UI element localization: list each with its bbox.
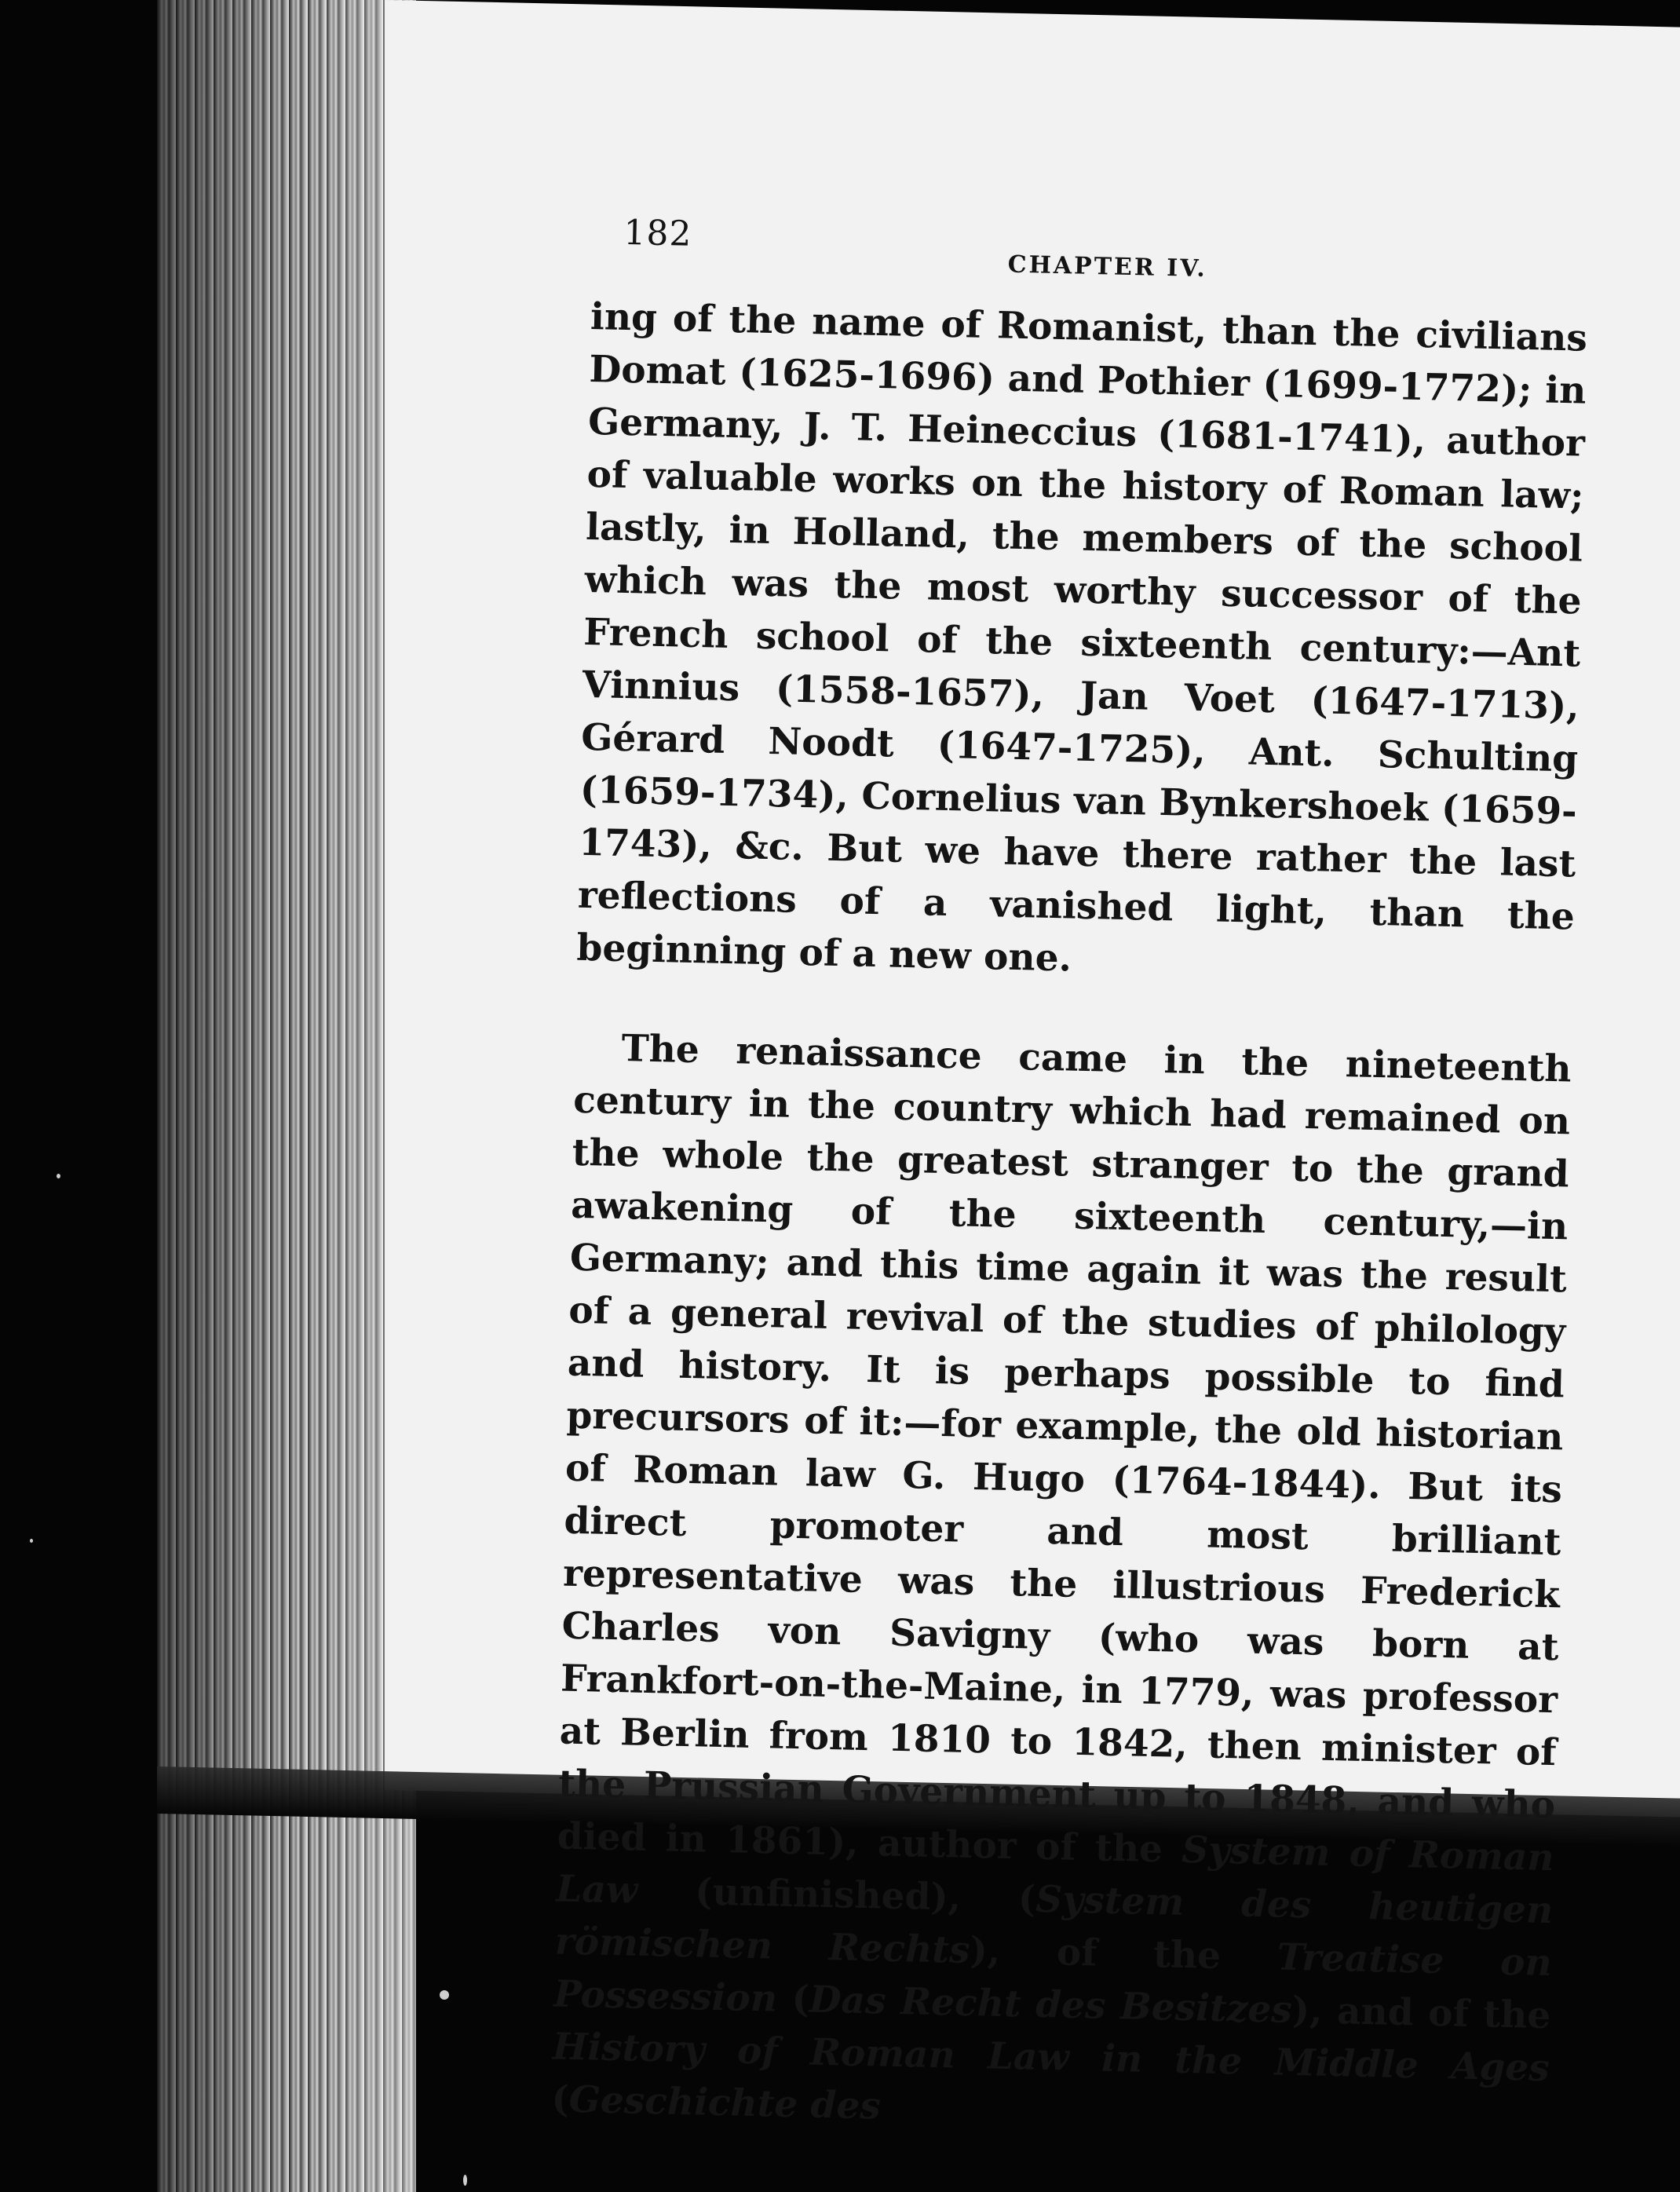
dust-speck — [30, 1539, 33, 1543]
paragraph-text: ing of the name of Romanist, than the civilians Domat (1625-1696) and Pothier (1699-1772); in Germany, J. T. Heineccius (1681-1741), author of valuable works on the history of Roman law; lastly, in Holland, the members of the school which was the most worthy successor of the French school of the sixteenth century:—Ant Vinnius (1558-1657), Jan Voet (1647-1713), Gérard Noodt (1647-1725), Ant. Schulting (1659-1734), Cornelius van Bynkershoek (1659-1743), &c. But we have there rather the last reflections of a vanished light, than the beginning of a new one. — [575, 294, 1588, 981]
paragraph-text: ( — [550, 2077, 570, 2121]
paragraph-text: ), and of the — [1291, 1988, 1551, 2038]
italic-title-text: Geschichte des — [568, 2077, 882, 2128]
dust-speck — [57, 1174, 60, 1178]
paragraph-text: ), of the — [969, 1929, 1278, 1979]
italic-title-text: System of Roman Law — [555, 1828, 1555, 1913]
paragraph-text: (unfinished), ( — [637, 1869, 1036, 1921]
book-page-edges — [157, 0, 416, 2192]
page-number: 182 — [623, 212, 692, 254]
paragraph-text: ( — [776, 1977, 810, 2022]
italic-title-text: Das Recht des Besitzes — [809, 1978, 1293, 2032]
body-text — [551, 290, 1588, 2147]
italic-title-text: History of Roman Law in the Middle Ages — [552, 2025, 1550, 2091]
dust-speck — [440, 1990, 449, 2000]
page-text-block — [551, 212, 1590, 2147]
paragraph — [576, 290, 1588, 996]
paragraph-text: The renaissance came in the nineteenth century in the country which had remained on the whole the greatest stranger to the grand awakening of the sixteenth century,—in Germany; and this time again it was the result of a general revival of the studies of philology and history. It is perhaps possible to find precursors of it:—for example, the old historian of Roman law G. Hugo (1764-1844). But its direct promoter and most brilliant representative was the illustrious Frederick Charles von Savigny (who was born at Frankfort-on-the-Maine, in 1779, was professor at Berlin from 1810 to 1842, then minister of the Prussian Government up to 1848, and who died in 1861), author of the — [557, 1027, 1572, 1872]
chapter-heading: CHAPTER IV. — [1007, 250, 1208, 283]
dust-speck — [463, 2175, 467, 2186]
paragraph — [551, 1021, 1572, 2147]
italic-title-text: System des heutigen römischen Rechts — [554, 1877, 1554, 1973]
italic-title-text: Treatise on Possession — [553, 1935, 1553, 2021]
